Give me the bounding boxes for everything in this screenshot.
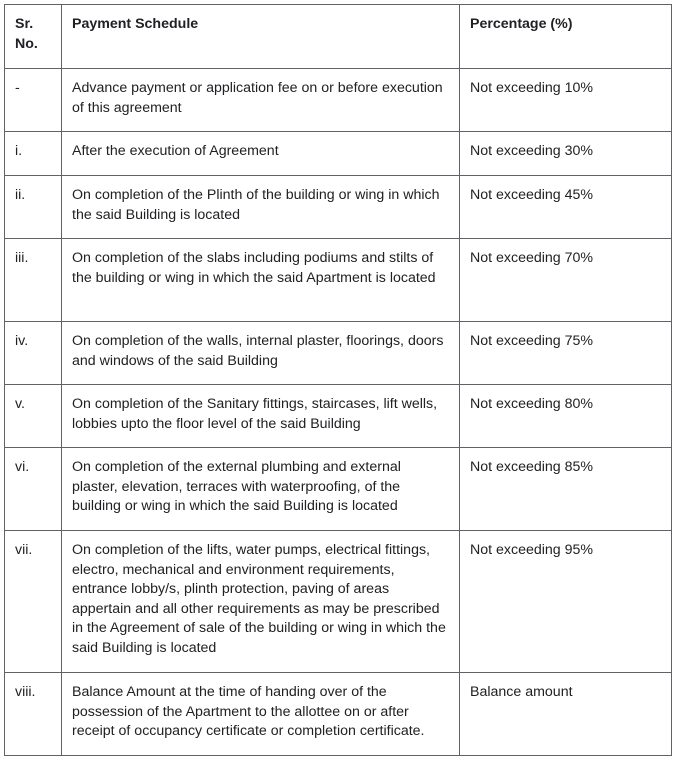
row-percentage: Not exceeding 45% bbox=[460, 176, 672, 239]
row-schedule: After the execution of Agreement bbox=[62, 132, 460, 176]
row-schedule: Advance payment or application fee on or before execution of this agreement bbox=[62, 69, 460, 132]
table-row bbox=[5, 531, 672, 673]
row-percentage: Not exceeding 10% bbox=[460, 69, 672, 132]
row-schedule: On completion of the Plinth of the building or wing in which the said Building is located bbox=[62, 176, 460, 239]
table-header-row bbox=[5, 5, 672, 69]
row-sr-no: ii. bbox=[5, 176, 62, 239]
row-sr-no: iii. bbox=[5, 239, 62, 322]
row-percentage: Not exceeding 95% bbox=[460, 531, 672, 673]
row-sr-no: v. bbox=[5, 385, 62, 448]
header-percentage: Percentage (%) bbox=[460, 5, 672, 69]
row-schedule: On completion of the external plumbing and external plaster, elevation, terraces with waterproofing, of the building or wing in which the said Building is located bbox=[62, 448, 460, 531]
table-row bbox=[5, 176, 672, 239]
row-schedule: On completion of the slabs including podiums and stilts of the building or wing in which the said Apartment is located bbox=[62, 239, 460, 322]
row-percentage: Not exceeding 30% bbox=[460, 132, 672, 176]
table-row bbox=[5, 385, 672, 448]
row-sr-no: vi. bbox=[5, 448, 62, 531]
row-schedule: On completion of the walls, internal plaster, floorings, doors and windows of the said Building bbox=[62, 322, 460, 385]
row-percentage: Not exceeding 80% bbox=[460, 385, 672, 448]
table-row bbox=[5, 448, 672, 531]
table-row bbox=[5, 322, 672, 385]
row-sr-no: - bbox=[5, 69, 62, 132]
row-percentage: Balance amount bbox=[460, 673, 672, 756]
row-percentage: Not exceeding 85% bbox=[460, 448, 672, 531]
row-sr-no: vii. bbox=[5, 531, 62, 673]
table-row bbox=[5, 673, 672, 756]
table-row bbox=[5, 132, 672, 176]
header-sr-no: Sr. No. bbox=[5, 5, 62, 69]
payment-schedule-table-container bbox=[4, 4, 671, 756]
row-percentage: Not exceeding 75% bbox=[460, 322, 672, 385]
row-sr-no: iv. bbox=[5, 322, 62, 385]
table-row bbox=[5, 239, 672, 322]
row-percentage: Not exceeding 70% bbox=[460, 239, 672, 322]
header-payment-schedule: Payment Schedule bbox=[62, 5, 460, 69]
row-sr-no: i. bbox=[5, 132, 62, 176]
payment-schedule-table bbox=[4, 4, 672, 756]
row-schedule: On completion of the Sanitary fittings, staircases, lift wells, lobbies upto the floor level of the said Building bbox=[62, 385, 460, 448]
row-schedule: On completion of the lifts, water pumps, electrical fittings, electro, mechanical and environment requirements, entrance lobby/s, plinth protection, paving of areas appertain and all other requirements as may be prescribed in the Agreement of sale of the building or wing in which the said Building is located bbox=[62, 531, 460, 673]
row-sr-no: viii. bbox=[5, 673, 62, 756]
table-row bbox=[5, 69, 672, 132]
row-schedule: Balance Amount at the time of handing over of the possession of the Apartment to the allottee on or after receipt of occupancy certificate or completion certificate. bbox=[62, 673, 460, 756]
